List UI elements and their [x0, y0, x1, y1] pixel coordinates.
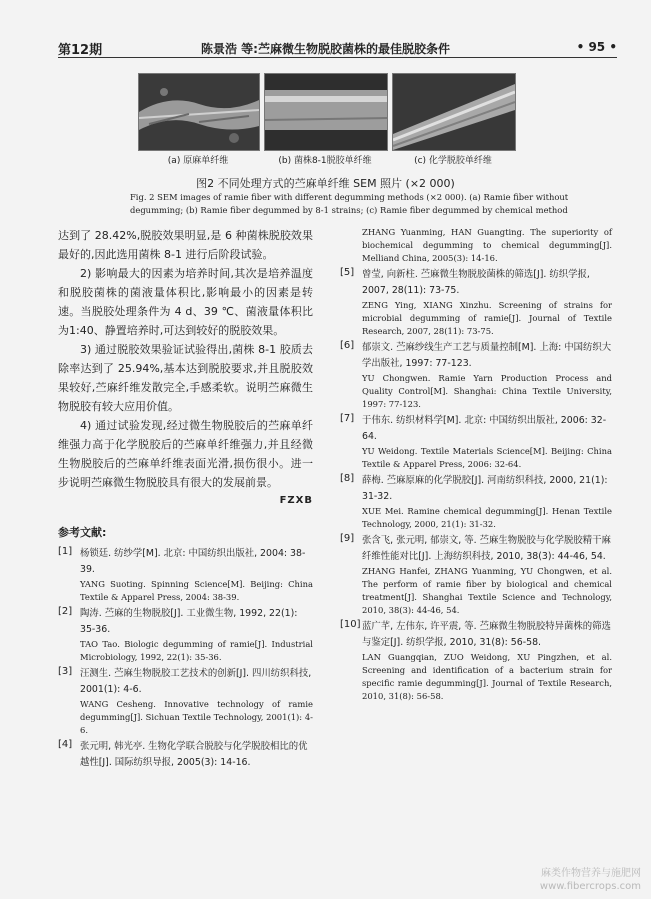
watermark-line-2: www.fibercrops.com — [539, 881, 641, 892]
reference-cn: 于伟东. 纺织材料学[M]. 北京: 中国纺织出版社, 2006: 32-64. — [362, 415, 607, 442]
reference-number: [6] — [340, 340, 355, 351]
reference-item — [58, 546, 313, 604]
reference-cn: 薛梅. 苎麻原麻的化学脱胶[J]. 河南纺织科技, 2000, 21(1): 31-32. — [362, 475, 608, 502]
right-column — [340, 226, 612, 705]
reference-item — [340, 413, 612, 471]
reference-en: WANG Cesheng. Innovative technology of ramie degumming[J]. Sichuan Textile Technology, 2001(1): 4-6. — [80, 699, 313, 735]
watermark-line-1: 麻类作物营养与施肥网 — [541, 868, 641, 879]
reference-en: YU Weidong. Textile Materials Science[M]. Beijing: China Textile & Apparel Press, 2006: 32-64. — [362, 446, 612, 469]
reference-item — [58, 666, 313, 737]
reference-en: ZHANG Yuanming, HAN Guangting. The superiority of biochemical degumming to chemical degumming[J]. Melliand China, 2005(3): 14-16. — [362, 227, 612, 263]
reference-item — [340, 340, 612, 411]
sem-image-raw-fiber — [138, 73, 260, 151]
figure-caption-cn: 图2 不同处理方式的苎麻单纤维 SEM 照片 (×2 000) — [196, 177, 455, 190]
body-paragraph-4 — [58, 416, 313, 492]
reference-number: [2] — [58, 606, 73, 617]
header-rule — [58, 57, 617, 58]
sem-image-strain-fiber — [264, 73, 388, 151]
reference-cn: 杨锁廷. 纺纱学[M]. 北京: 中国纺织出版社, 2004: 38-39. — [80, 548, 306, 575]
sem-figure — [0, 73, 651, 166]
panel-caption-a: (a) 原麻单纤维 — [167, 156, 229, 166]
reference-cn: 蓝广芊, 左伟东, 许平震, 等. 苎麻微生物脱胶特异菌株的筛选与鉴定[J]. 纺织学报, 2010, 31(8): 56-58. — [362, 621, 611, 648]
references-heading: 参考文献: — [58, 526, 107, 539]
reference-cn: 汪测生. 苎麻生物脱胶工艺技术的创新[J]. 四川纺织科技, 2001(1): 4-6. — [80, 668, 312, 695]
reference-item — [340, 473, 612, 531]
reference-cn: 曾莹, 向新柱. 苎麻微生物脱胶菌株的筛选[J]. 纺织学报, 2007, 28(11): 73-75. — [362, 269, 590, 296]
reference-cn: 郁崇文. 苎麻纱线生产工艺与质量控制[M]. 上海: 中国纺织大学出版社, 1997: 77-123. — [362, 342, 612, 369]
reference-cn: 陶涛. 苎麻的生物脱胶[J]. 工业微生物, 1992, 22(1): 35-36. — [80, 608, 298, 635]
body-paragraph-2-text: 2) 影响最大的因素为培养时间,其次是培养温度和脱胶菌株的菌液量体积比,影响最小的因素是转速。当脱胶处理条件为 4 d、39 ℃、菌液量体积比为1:40、静置培养时,可达到较好的脱胶效果。 — [58, 267, 313, 337]
reference-en: ZENG Ying, XIANG Xinzhu. Screening of strains for microbial degumming of ramie[J]. Journal of Textile Research, 2007, 28(11): 73-75. — [362, 300, 612, 336]
reference-number: [1] — [58, 546, 73, 557]
page-number: • 95 • — [576, 40, 617, 54]
running-header — [0, 0, 651, 58]
reference-item — [58, 739, 313, 771]
running-title: 陈景浩 等:苎麻微生物脱胶菌株的最佳脱胶条件 — [201, 42, 450, 56]
panel-caption-c: (c) 化学脱胶单纤维 — [414, 156, 492, 166]
reference-en: TAO Tao. Biologic degumming of ramie[J]. Industrial Microbiology, 1992, 22(1): 35-36. — [80, 639, 313, 662]
reference-en: YANG Suoting. Spinning Science[M]. Beijing: China Textile & Apparel Press, 2004: 38-39. — [80, 579, 313, 602]
reference-number: [3] — [58, 666, 73, 677]
reference-number: [10] — [340, 619, 361, 630]
left-column — [58, 226, 313, 773]
journal-tag: FZXB — [279, 495, 313, 506]
reference-number: [5] — [340, 267, 355, 278]
body-paragraph-1: 达到了 28.42%,脱胶效果明显,是 6 种菌株脱胶效果最好的,因此选用菌株 8-1 进行后阶段试验。 — [58, 229, 313, 261]
reference-en: LAN Guangqian, ZUO Weidong, XU Pingzhen, et al. Screening and identification of a bacterium strain for specific ramie degumming[J]. Journal of Textile Research, 2010, 31(8): 56-58. — [362, 652, 612, 701]
site-watermark — [540, 867, 641, 893]
reference-item — [58, 606, 313, 664]
sem-image-chemical-fiber — [392, 73, 516, 151]
issue-number: 第12期 — [58, 43, 103, 58]
figure-caption-en: Fig. 2 SEM images of ramie fiber with different degumming methods (×2 000). (a) Ramie fiber without degumming; (b) Ramie fiber degummed by 8-1 strains; (c) Ramie fiber degummed by chemical method — [130, 192, 569, 215]
reference-continuation — [340, 226, 612, 265]
reference-item — [340, 619, 612, 703]
reference-cn: 张含飞, 张元明, 郁崇文, 等. 苎麻生物脱胶与化学脱胶精干麻纤维性能对比[J]. 上海纺织科技, 2010, 38(3): 44-46, 54. — [362, 535, 611, 562]
reference-en: YU Chongwen. Ramie Yarn Production Process and Quality Control[M]. Shanghai: China Textile University, 1997: 77-123. — [362, 373, 612, 409]
reference-number: [8] — [340, 473, 355, 484]
panel-caption-b: (b) 菌株8-1脱胶单纤维 — [278, 156, 372, 166]
reference-cn: 张元明, 韩光亭. 生物化学联合脱胶与化学脱胶相比的优越性[J]. 国际纺织导报, 2005(3): 14-16. — [80, 741, 308, 768]
reference-number: [7] — [340, 413, 355, 424]
reference-number: [9] — [340, 533, 355, 544]
reference-item — [340, 267, 612, 338]
body-paragraph-2 — [58, 264, 313, 340]
reference-item — [340, 533, 612, 617]
reference-en: ZHANG Hanfei, ZHANG Yuanming, YU Chongwen, et al. The perform of ramie fiber by biological and chemical treatment[J]. Shanghai Textile Science and Technology, 2010, 38(3): 44-46, 54. — [362, 566, 612, 615]
body-paragraph-3 — [58, 340, 313, 416]
body-paragraph-4-text: 4) 通过试验发现,经过微生物脱胶后的苎麻单纤维强力高于化学脱胶后的苎麻单纤维强力,并且经微生物脱胶后的苎麻单纤维表面光滑,损伤很小。进一步说明苎麻微生物脱胶具有很大的发展前景。 — [58, 419, 313, 489]
reference-number: [4] — [58, 739, 73, 750]
body-paragraph-3-text: 3) 通过脱胶效果验证试验得出,菌株 8-1 胶质去除率达到了 25.94%,基本达到脱胶要求,并且脱胶效果较好,苎麻纤维发散完全,手感柔软。说明苎麻微生物脱胶有较大应用价值。 — [58, 343, 313, 413]
reference-en: XUE Mei. Ramine chemical degumming[J]. Henan Textile Technology, 2000, 21(1): 31-32. — [362, 506, 612, 529]
